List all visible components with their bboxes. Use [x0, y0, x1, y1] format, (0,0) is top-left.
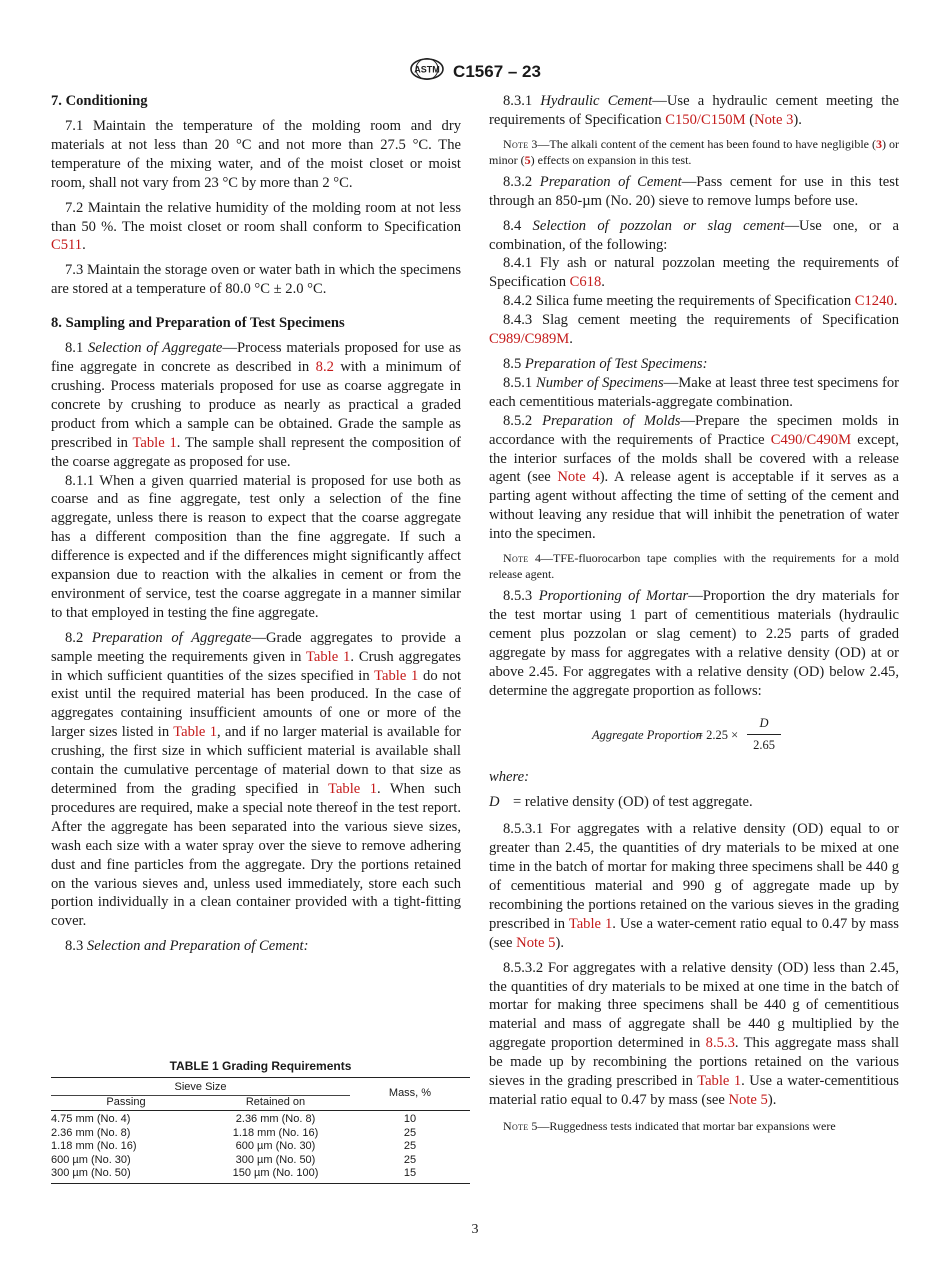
link-table-1[interactable]: Table 1	[306, 648, 351, 665]
paragraph-8-4-3: 8.4.3 Slag cement meeting the requirements of Specification C989/C989M.	[489, 312, 899, 348]
link-8-2[interactable]: 8.2	[315, 359, 334, 376]
paragraph-8-5-1: 8.5.1 Number of Specimens—Make at least three test specimens for each cementitious materials-aggregate combination.	[489, 374, 899, 410]
link-c150[interactable]: C150/C150M	[665, 111, 746, 128]
paragraph-8-4-2: 8.4.2 Silica fume meeting the requirements of Specification C1240.	[503, 293, 898, 310]
sieve-size-header: Sieve Size	[174, 1081, 227, 1093]
table-1	[51, 1059, 470, 1184]
table-row: 4.75 mm (No. 4) 2.36 mm (No. 8) 10	[51, 1113, 417, 1125]
passing-header: Passing	[51, 1095, 201, 1111]
link-c511[interactable]: C511	[51, 237, 83, 254]
table-1-title: TABLE 1 Grading Requirements	[169, 1059, 352, 1073]
paragraph-8-1-1: 8.1.1 When a given quarried material is proposed for use both as coarse and as fine aggregate, test only a selection of the fine aggregate, unless there is reason to expect that the coarse aggregate has a different composition than the fine aggregate. If such a difference is expected and if the differences might significantly affect expansion due to reaction with the alkalies in cement or from the environment of service, test the coarse aggregate in a manner similar to that employed in testing the fine aggregate.	[51, 472, 461, 621]
paragraph-8-3-2: 8.3.2 Preparation of Cement—Pass cement for use in this test through an 850-µm (No. 20) sieve to remove lumps before use.	[489, 173, 900, 209]
mass-header: Mass, %	[388, 1087, 432, 1100]
section-7-heading: 7. Conditioning	[51, 93, 148, 109]
paragraph-8-5-3: 8.5.3 Proportioning of Mortar—Proportion the dry materials for the test mortar using 1 part of cementitious materials (hydraulic cement plus pozzolan or slag cement) to 2.25 parts of graded aggregate by mass for aggregates with a relative density (OD) at or above 2.45. For aggregates with a relative density (OD) below 2.45, determine the aggregate proportion as follows:	[489, 588, 899, 699]
link-table-1[interactable]: Table 1	[328, 781, 378, 797]
paragraph-8-5: 8.5 Preparation of Test Specimens:	[503, 355, 708, 372]
ref-3[interactable]: 3	[876, 136, 882, 151]
paragraph-7-3: 7.3 Maintain the storage oven or water bath in which the specimens are stored at a temperature of 80.0 °C ± 2.0 °C.	[51, 262, 461, 298]
link-table-1[interactable]: Table 1	[374, 667, 419, 684]
link-table-1[interactable]: Table 1	[173, 724, 218, 741]
link-table-1[interactable]: Table 1	[132, 434, 177, 451]
definition-d: D = relative density (OD) of test aggregate.	[489, 794, 753, 811]
paragraph-8-3: 8.3 Selection and Preparation of Cement:	[65, 938, 309, 955]
note-3: Note 3—The alkali content of the cement has been found to have negligible (3) or minor (5) effects on expansion in this test.	[489, 136, 899, 167]
paragraph-8-4: 8.4 Selection of pozzolan or slag cement—Use one, or a combination, of the following:	[489, 217, 899, 253]
grading-table	[51, 1077, 470, 1184]
table-row: 1.18 mm (No. 16) 600 µm (No. 30) 25	[51, 1140, 417, 1152]
note-5: Note 5—Ruggedness tests indicated that mortar bar expansions were	[503, 1118, 836, 1133]
table-row: 300 µm (No. 50) 150 µm (No. 100) 15	[51, 1167, 470, 1183]
ref-5[interactable]: 5	[524, 152, 531, 167]
page-number: 3	[471, 1222, 479, 1237]
retained-header: Retained on	[201, 1095, 350, 1111]
paragraph-7-1: 7.1 Maintain the temperature of the molding room and dry materials at not less than 20 °C and not more than 27.5 °C. The temperature of the mixing water, and of the moist closet or moist room, shall not vary from 23 °C by more than 2 °C.	[51, 118, 461, 191]
paragraph-8-5-2: 8.5.2 Preparation of Molds—Prepare the specimen molds in accordance with the requirements of Practice C490/C490M except, the interior surfaces of the molds shall be covered with a release agent (see Note 4). A release agent is acceptable if it serves as a parting agent without affecting the time of setting of the cement and without leaving any residue that will inhibit the penetration of water into the specimen.	[489, 412, 899, 543]
link-8-5-3[interactable]: 8.5.3	[705, 1035, 735, 1052]
paragraph-8-4-1: 8.4.1 Fly ash or natural pozzolan meeting the requirements of Specification C618.	[489, 255, 899, 291]
paragraph-8-5-3-1: 8.5.3.1 For aggregates with a relative density (OD) equal to or greater than 2.45, the quantities of dry materials to be mixed at one time in the batch of mortar for making three specimens shall be 440 g of cementitious material and 990 g of aggregate made up by recombining the portions retained on the various sieves in the grading prescribed in Table 1. Use a water-cement ratio equal to 0.47 by mass (see Note 5).	[489, 821, 899, 951]
aggregate-proportion-formula: Aggregate Proportion = 2.25 × $\frac{D}{2.65}$	[489, 714, 899, 754]
astm-logo-icon	[409, 57, 445, 86]
table-row: 2.36 mm (No. 8) 1.18 mm (No. 16) 25	[51, 1126, 417, 1139]
link-table-1[interactable]: Table 1	[697, 1073, 742, 1090]
link-note-5[interactable]: Note 5	[516, 934, 556, 951]
paragraph-8-1: 8.1 Selection of Aggregate—Process materials proposed for use as fine aggregate in concrete as described in 8.2 with a minimum of crushing. Process materials proposed for use as coarse aggregate in concrete by crushing to produce as nearly as practical a graded product from which a sample can be obtained. Grade the sample as prescribed in Table 1. The sample shall represent the composition of the coarse aggregate as proposed for use.	[51, 340, 461, 470]
paragraph-8-5-3-2: 8.5.3.2 For aggregates with a relative density (OD) less than 2.45, the quantities of dry materials to be mixed at one time in the batch of mortar for making three specimens shall be 440 g of cementitious material and mass of aggregate shall be 440 g multiplied by the aggregate proportion determined in 8.5.3. This aggregate mass shall be made up by recombining the portions retained on the various sieves in the grading prescribed in Table 1. Use a water-cementitious material ratio equal to 0.47 by mass (see Note 5).	[489, 959, 899, 1108]
right-column	[489, 92, 899, 1139]
note-4: Note 4—TFE-fluorocarbon tape complies with the requirements for a mold release agent.	[489, 551, 899, 582]
paragraph-8-3-1: 8.3.1 Hydraulic Cement—Use a hydraulic cement meeting the requirements of Specification C150/C150M (Note 3).	[489, 93, 899, 128]
link-c1240[interactable]: C1240	[854, 293, 894, 310]
link-note-4[interactable]: Note 4	[557, 469, 600, 486]
section-8-heading: 8. Sampling and Preparation of Test Specimens	[51, 315, 345, 332]
where-label: where:	[489, 769, 529, 786]
link-c989[interactable]: C989/C989M	[489, 331, 570, 348]
link-table-1[interactable]: Table 1	[568, 915, 613, 932]
page-header	[0, 57, 950, 83]
svg-text:ASTM: ASTM	[414, 64, 440, 75]
paragraph-7-2: 7.2 Maintain the relative humidity of the molding room at not less than 50 %. The moist closet or room shall conform to Specification C511.	[51, 199, 461, 254]
paragraph-8-2: 8.2 Preparation of Aggregate—Grade aggregates to provide a sample meeting the requirements given in Table 1. Crush aggregates in which sufficient quantities of the sizes specified in Table 1 do not exist until the required material has been produced. In the case of aggregates containing insufficient amounts of one or more of the larger sizes listed in Table 1, and if no larger material is available for crushing, the first size in which sufficient material is available shall contain the cumulative percentage of material down to that size as determined from the grading specified in Table 1. When such procedures are required, make a special note thereof in the test report. After the aggregate has been separated into the various sieve sizes, wash each size with a water spray over the sieve to remove adhering dust and fine particles from the aggregate. Dry the portions retained on the various sieves and, unless used immediately, store each such portion individually in a clean container provided with a tight-fitting cover.	[51, 629, 462, 930]
link-c490[interactable]: C490/C490M	[770, 431, 852, 448]
link-note-5[interactable]: Note 5	[728, 1091, 768, 1108]
document-id: C1567 – 23	[453, 61, 541, 81]
link-c618[interactable]: C618	[569, 274, 602, 291]
link-note-3[interactable]: Note 3	[754, 111, 794, 128]
table-row: 600 µm (No. 30) 300 µm (No. 50) 25	[51, 1153, 417, 1166]
left-column	[51, 92, 461, 962]
